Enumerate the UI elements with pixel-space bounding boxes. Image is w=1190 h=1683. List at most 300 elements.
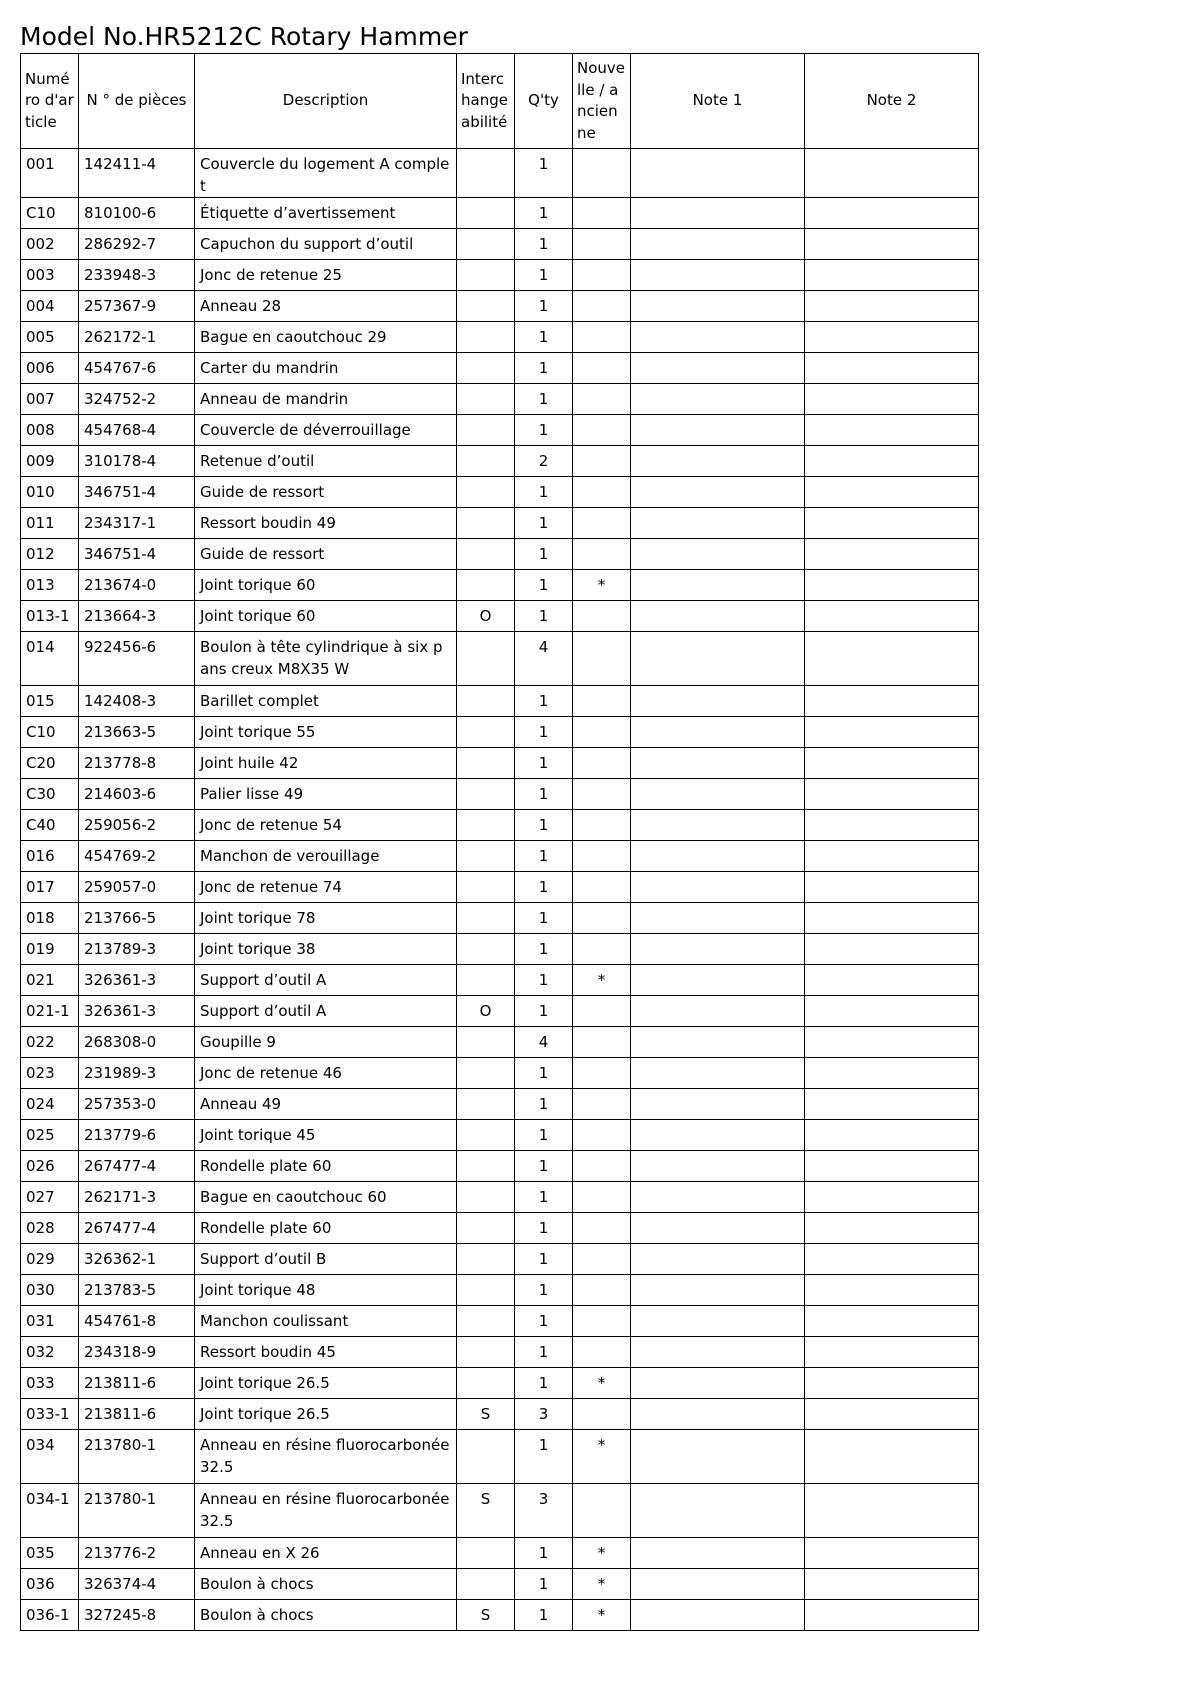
item-number-cell: 008 — [21, 415, 79, 446]
quantity-cell: 1 — [515, 384, 573, 415]
part-number-cell: 234318-9 — [79, 1337, 195, 1368]
item-number-cell: 005 — [21, 322, 79, 353]
part-number-cell: 267477-4 — [79, 1213, 195, 1244]
table-row — [21, 384, 979, 415]
interchangeability-cell — [457, 291, 515, 322]
note-1-cell — [631, 1399, 805, 1430]
item-number-cell: C30 — [21, 779, 79, 810]
new-old-cell — [573, 353, 631, 384]
new-old-cell — [573, 477, 631, 508]
part-number-cell: 267477-4 — [79, 1151, 195, 1182]
interchangeability-cell — [457, 1151, 515, 1182]
item-number-cell: 035 — [21, 1538, 79, 1569]
table-row — [21, 570, 979, 601]
note-2-cell — [805, 1244, 979, 1275]
part-number-cell: 310178-4 — [79, 446, 195, 477]
new-old-cell — [573, 260, 631, 291]
new-old-cell: * — [573, 1538, 631, 1569]
item-number-cell: 013-1 — [21, 601, 79, 632]
table-row — [21, 539, 979, 570]
table-row — [21, 1027, 979, 1058]
item-number-cell: 027 — [21, 1182, 79, 1213]
description-cell: Joint torique 55 — [195, 717, 457, 748]
new-old-cell: * — [573, 570, 631, 601]
part-number-cell: 346751-4 — [79, 477, 195, 508]
part-number-cell: 346751-4 — [79, 539, 195, 570]
note-1-cell — [631, 570, 805, 601]
note-2-cell — [805, 1213, 979, 1244]
interchangeability-cell — [457, 539, 515, 570]
item-number-cell: 010 — [21, 477, 79, 508]
note-1-cell — [631, 322, 805, 353]
note-2-cell — [805, 1151, 979, 1182]
new-old-cell — [573, 149, 631, 198]
part-number-cell: 142411-4 — [79, 149, 195, 198]
new-old-cell — [573, 1089, 631, 1120]
note-1-cell — [631, 1027, 805, 1058]
quantity-cell: 1 — [515, 1538, 573, 1569]
description-cell: Anneau de mandrin — [195, 384, 457, 415]
description-cell: Bague en caoutchouc 60 — [195, 1182, 457, 1213]
quantity-cell: 1 — [515, 149, 573, 198]
note-1-cell — [631, 841, 805, 872]
description-cell: Boulon à chocs — [195, 1600, 457, 1631]
note-1-cell — [631, 1538, 805, 1569]
description-cell: Joint torique 26.5 — [195, 1399, 457, 1430]
table-row — [21, 1306, 979, 1337]
note-2-cell — [805, 291, 979, 322]
note-2-cell — [805, 477, 979, 508]
table-row — [21, 841, 979, 872]
new-old-cell — [573, 1337, 631, 1368]
note-1-cell — [631, 229, 805, 260]
note-1-cell — [631, 601, 805, 632]
quantity-cell: 1 — [515, 1120, 573, 1151]
note-2-cell — [805, 384, 979, 415]
note-1-cell — [631, 1569, 805, 1600]
item-number-cell: 036-1 — [21, 1600, 79, 1631]
interchangeability-cell — [457, 446, 515, 477]
interchangeability-cell — [457, 477, 515, 508]
note-2-cell — [805, 779, 979, 810]
quantity-cell: 1 — [515, 198, 573, 229]
quantity-cell: 1 — [515, 1058, 573, 1089]
header-quantity: Q'ty — [515, 54, 573, 149]
note-2-cell — [805, 1600, 979, 1631]
new-old-cell — [573, 934, 631, 965]
interchangeability-cell — [457, 1120, 515, 1151]
note-2-cell — [805, 1569, 979, 1600]
table-row — [21, 1151, 979, 1182]
note-1-cell — [631, 934, 805, 965]
interchangeability-cell — [457, 229, 515, 260]
description-cell: Support d’outil B — [195, 1244, 457, 1275]
table-row — [21, 322, 979, 353]
interchangeability-cell — [457, 508, 515, 539]
note-1-cell — [631, 477, 805, 508]
quantity-cell: 1 — [515, 748, 573, 779]
part-number-cell: 326362-1 — [79, 1244, 195, 1275]
new-old-cell — [573, 1213, 631, 1244]
new-old-cell — [573, 903, 631, 934]
note-1-cell — [631, 1484, 805, 1538]
table-row — [21, 1430, 979, 1484]
note-2-cell — [805, 508, 979, 539]
item-number-cell: 029 — [21, 1244, 79, 1275]
table-row — [21, 1275, 979, 1306]
part-number-cell: 259056-2 — [79, 810, 195, 841]
description-cell: Joint torique 38 — [195, 934, 457, 965]
quantity-cell: 1 — [515, 1368, 573, 1399]
interchangeability-cell — [457, 934, 515, 965]
note-1-cell — [631, 149, 805, 198]
note-1-cell — [631, 1120, 805, 1151]
table-row — [21, 1538, 979, 1569]
item-number-cell: 026 — [21, 1151, 79, 1182]
new-old-cell: * — [573, 1569, 631, 1600]
part-number-cell: 213780-1 — [79, 1484, 195, 1538]
quantity-cell: 1 — [515, 415, 573, 446]
interchangeability-cell — [457, 872, 515, 903]
part-number-cell: 213780-1 — [79, 1430, 195, 1484]
note-1-cell — [631, 1337, 805, 1368]
description-cell: Ressort boudin 49 — [195, 508, 457, 539]
parts-table — [20, 53, 979, 1631]
quantity-cell: 3 — [515, 1399, 573, 1430]
part-number-cell: 262172-1 — [79, 322, 195, 353]
note-1-cell — [631, 1275, 805, 1306]
item-number-cell: 034 — [21, 1430, 79, 1484]
part-number-cell: 324752-2 — [79, 384, 195, 415]
note-1-cell — [631, 1244, 805, 1275]
interchangeability-cell: O — [457, 996, 515, 1027]
quantity-cell: 1 — [515, 1213, 573, 1244]
item-number-cell: 036 — [21, 1569, 79, 1600]
description-cell: Anneau 28 — [195, 291, 457, 322]
new-old-cell — [573, 291, 631, 322]
description-cell: Anneau en résine fluorocarbonée 32.5 — [195, 1430, 457, 1484]
part-number-cell: 326374-4 — [79, 1569, 195, 1600]
item-number-cell: 019 — [21, 934, 79, 965]
interchangeability-cell: S — [457, 1399, 515, 1430]
item-number-cell: C20 — [21, 748, 79, 779]
interchangeability-cell — [457, 1275, 515, 1306]
description-cell: Capuchon du support d’outil — [195, 229, 457, 260]
quantity-cell: 1 — [515, 996, 573, 1027]
quantity-cell: 1 — [515, 686, 573, 717]
quantity-cell: 1 — [515, 601, 573, 632]
interchangeability-cell — [457, 1569, 515, 1600]
interchangeability-cell — [457, 748, 515, 779]
new-old-cell — [573, 632, 631, 686]
note-2-cell — [805, 686, 979, 717]
table-header-row — [21, 54, 979, 149]
new-old-cell — [573, 322, 631, 353]
interchangeability-cell — [457, 841, 515, 872]
new-old-cell — [573, 1244, 631, 1275]
item-number-cell: 033 — [21, 1368, 79, 1399]
part-number-cell: 213664-3 — [79, 601, 195, 632]
note-1-cell — [631, 779, 805, 810]
header-part-number: N ° de pièces — [79, 54, 195, 149]
table-row — [21, 260, 979, 291]
part-number-cell: 213778-8 — [79, 748, 195, 779]
description-cell: Joint torique 78 — [195, 903, 457, 934]
table-row — [21, 996, 979, 1027]
quantity-cell: 1 — [515, 841, 573, 872]
header-item-number: Numéro d'article — [21, 54, 79, 149]
quantity-cell: 1 — [515, 810, 573, 841]
item-number-cell: 004 — [21, 291, 79, 322]
table-row — [21, 1600, 979, 1631]
item-number-cell: 023 — [21, 1058, 79, 1089]
item-number-cell: 018 — [21, 903, 79, 934]
note-2-cell — [805, 260, 979, 291]
description-cell: Support d’outil A — [195, 996, 457, 1027]
table-row — [21, 353, 979, 384]
note-2-cell — [805, 1275, 979, 1306]
header-interchangeability: Interchangeabilité — [457, 54, 515, 149]
note-1-cell — [631, 1600, 805, 1631]
note-1-cell — [631, 260, 805, 291]
interchangeability-cell — [457, 903, 515, 934]
new-old-cell: * — [573, 965, 631, 996]
quantity-cell: 1 — [515, 1151, 573, 1182]
interchangeability-cell — [457, 1430, 515, 1484]
part-number-cell: 213811-6 — [79, 1368, 195, 1399]
description-cell: Manchon de verouillage — [195, 841, 457, 872]
interchangeability-cell — [457, 1182, 515, 1213]
interchangeability-cell — [457, 1337, 515, 1368]
table-row — [21, 477, 979, 508]
description-cell: Ressort boudin 45 — [195, 1337, 457, 1368]
note-2-cell — [805, 198, 979, 229]
note-1-cell — [631, 903, 805, 934]
table-row — [21, 632, 979, 686]
quantity-cell: 1 — [515, 570, 573, 601]
note-2-cell — [805, 1430, 979, 1484]
note-1-cell — [631, 353, 805, 384]
part-number-cell: 213766-5 — [79, 903, 195, 934]
interchangeability-cell — [457, 810, 515, 841]
note-1-cell — [631, 415, 805, 446]
interchangeability-cell — [457, 717, 515, 748]
note-2-cell — [805, 872, 979, 903]
note-1-cell — [631, 1306, 805, 1337]
interchangeability-cell — [457, 779, 515, 810]
table-row — [21, 903, 979, 934]
item-number-cell: 012 — [21, 539, 79, 570]
description-cell: Couvercle du logement A complet — [195, 149, 457, 198]
note-1-cell — [631, 748, 805, 779]
note-2-cell — [805, 601, 979, 632]
new-old-cell — [573, 384, 631, 415]
interchangeability-cell — [457, 632, 515, 686]
note-2-cell — [805, 1306, 979, 1337]
new-old-cell: * — [573, 1600, 631, 1631]
note-1-cell — [631, 717, 805, 748]
note-1-cell — [631, 810, 805, 841]
item-number-cell: 006 — [21, 353, 79, 384]
description-cell: Boulon à tête cylindrique à six pans creux M8X35 W — [195, 632, 457, 686]
note-1-cell — [631, 996, 805, 1027]
table-row — [21, 748, 979, 779]
quantity-cell: 1 — [515, 353, 573, 384]
new-old-cell — [573, 841, 631, 872]
interchangeability-cell — [457, 384, 515, 415]
item-number-cell: 017 — [21, 872, 79, 903]
quantity-cell: 1 — [515, 934, 573, 965]
part-number-cell: 257353-0 — [79, 1089, 195, 1120]
note-1-cell — [631, 508, 805, 539]
new-old-cell — [573, 1058, 631, 1089]
part-number-cell: 262171-3 — [79, 1182, 195, 1213]
interchangeability-cell — [457, 965, 515, 996]
description-cell: Carter du mandrin — [195, 353, 457, 384]
description-cell: Joint torique 60 — [195, 601, 457, 632]
table-row — [21, 1484, 979, 1538]
note-1-cell — [631, 1368, 805, 1399]
quantity-cell: 1 — [515, 1337, 573, 1368]
new-old-cell: * — [573, 1430, 631, 1484]
table-row — [21, 601, 979, 632]
table-row — [21, 149, 979, 198]
new-old-cell — [573, 872, 631, 903]
new-old-cell — [573, 539, 631, 570]
table-row — [21, 872, 979, 903]
description-cell: Support d’outil A — [195, 965, 457, 996]
note-1-cell — [631, 632, 805, 686]
quantity-cell: 1 — [515, 1430, 573, 1484]
table-row — [21, 446, 979, 477]
item-number-cell: 016 — [21, 841, 79, 872]
note-2-cell — [805, 965, 979, 996]
quantity-cell: 1 — [515, 1182, 573, 1213]
note-1-cell — [631, 686, 805, 717]
note-1-cell — [631, 198, 805, 229]
note-2-cell — [805, 934, 979, 965]
interchangeability-cell — [457, 1213, 515, 1244]
note-2-cell — [805, 1182, 979, 1213]
table-row — [21, 1182, 979, 1213]
note-1-cell — [631, 291, 805, 322]
table-row — [21, 291, 979, 322]
note-1-cell — [631, 1151, 805, 1182]
quantity-cell: 1 — [515, 539, 573, 570]
item-number-cell: 014 — [21, 632, 79, 686]
quantity-cell: 1 — [515, 1569, 573, 1600]
part-number-cell: 810100-6 — [79, 198, 195, 229]
table-row — [21, 717, 979, 748]
part-number-cell: 268308-0 — [79, 1027, 195, 1058]
new-old-cell — [573, 415, 631, 446]
note-1-cell — [631, 1089, 805, 1120]
description-cell: Rondelle plate 60 — [195, 1213, 457, 1244]
description-cell: Boulon à chocs — [195, 1569, 457, 1600]
table-row — [21, 198, 979, 229]
note-2-cell — [805, 570, 979, 601]
quantity-cell: 2 — [515, 446, 573, 477]
part-number-cell: 213779-6 — [79, 1120, 195, 1151]
new-old-cell — [573, 229, 631, 260]
quantity-cell: 1 — [515, 477, 573, 508]
note-2-cell — [805, 996, 979, 1027]
item-number-cell: C10 — [21, 198, 79, 229]
quantity-cell: 1 — [515, 965, 573, 996]
interchangeability-cell — [457, 198, 515, 229]
note-2-cell — [805, 632, 979, 686]
description-cell: Manchon coulissant — [195, 1306, 457, 1337]
description-cell: Joint torique 60 — [195, 570, 457, 601]
table-row — [21, 1089, 979, 1120]
item-number-cell: 028 — [21, 1213, 79, 1244]
note-2-cell — [805, 149, 979, 198]
note-2-cell — [805, 1027, 979, 1058]
new-old-cell — [573, 1182, 631, 1213]
table-row — [21, 686, 979, 717]
interchangeability-cell — [457, 415, 515, 446]
description-cell: Étiquette d’avertissement — [195, 198, 457, 229]
quantity-cell: 1 — [515, 779, 573, 810]
quantity-cell: 1 — [515, 1244, 573, 1275]
description-cell: Anneau en X 26 — [195, 1538, 457, 1569]
part-number-cell: 213789-3 — [79, 934, 195, 965]
new-old-cell — [573, 996, 631, 1027]
quantity-cell: 1 — [515, 291, 573, 322]
description-cell: Guide de ressort — [195, 539, 457, 570]
description-cell: Goupille 9 — [195, 1027, 457, 1058]
part-number-cell: 257367-9 — [79, 291, 195, 322]
part-number-cell: 326361-3 — [79, 965, 195, 996]
quantity-cell: 1 — [515, 508, 573, 539]
table-row — [21, 1213, 979, 1244]
interchangeability-cell — [457, 1368, 515, 1399]
description-cell: Anneau en résine fluorocarbonée 32.5 — [195, 1484, 457, 1538]
table-row — [21, 810, 979, 841]
description-cell: Rondelle plate 60 — [195, 1151, 457, 1182]
quantity-cell: 1 — [515, 1600, 573, 1631]
item-number-cell: 024 — [21, 1089, 79, 1120]
header-note-2: Note 2 — [805, 54, 979, 149]
interchangeability-cell: O — [457, 601, 515, 632]
description-cell: Bague en caoutchouc 29 — [195, 322, 457, 353]
quantity-cell: 1 — [515, 229, 573, 260]
note-1-cell — [631, 1430, 805, 1484]
interchangeability-cell — [457, 322, 515, 353]
quantity-cell: 4 — [515, 632, 573, 686]
note-2-cell — [805, 353, 979, 384]
note-1-cell — [631, 384, 805, 415]
note-2-cell — [805, 539, 979, 570]
part-number-cell: 454769-2 — [79, 841, 195, 872]
new-old-cell — [573, 198, 631, 229]
document-title: Model No.HR5212C Rotary Hammer — [20, 22, 468, 51]
new-old-cell — [573, 748, 631, 779]
interchangeability-cell: S — [457, 1484, 515, 1538]
description-cell: Jonc de retenue 25 — [195, 260, 457, 291]
table-row — [21, 1569, 979, 1600]
interchangeability-cell — [457, 1538, 515, 1569]
note-1-cell — [631, 1058, 805, 1089]
part-number-cell: 234317-1 — [79, 508, 195, 539]
table-row — [21, 1399, 979, 1430]
note-2-cell — [805, 903, 979, 934]
note-1-cell — [631, 965, 805, 996]
interchangeability-cell: S — [457, 1600, 515, 1631]
description-cell: Barillet complet — [195, 686, 457, 717]
new-old-cell — [573, 446, 631, 477]
description-cell: Joint huile 42 — [195, 748, 457, 779]
